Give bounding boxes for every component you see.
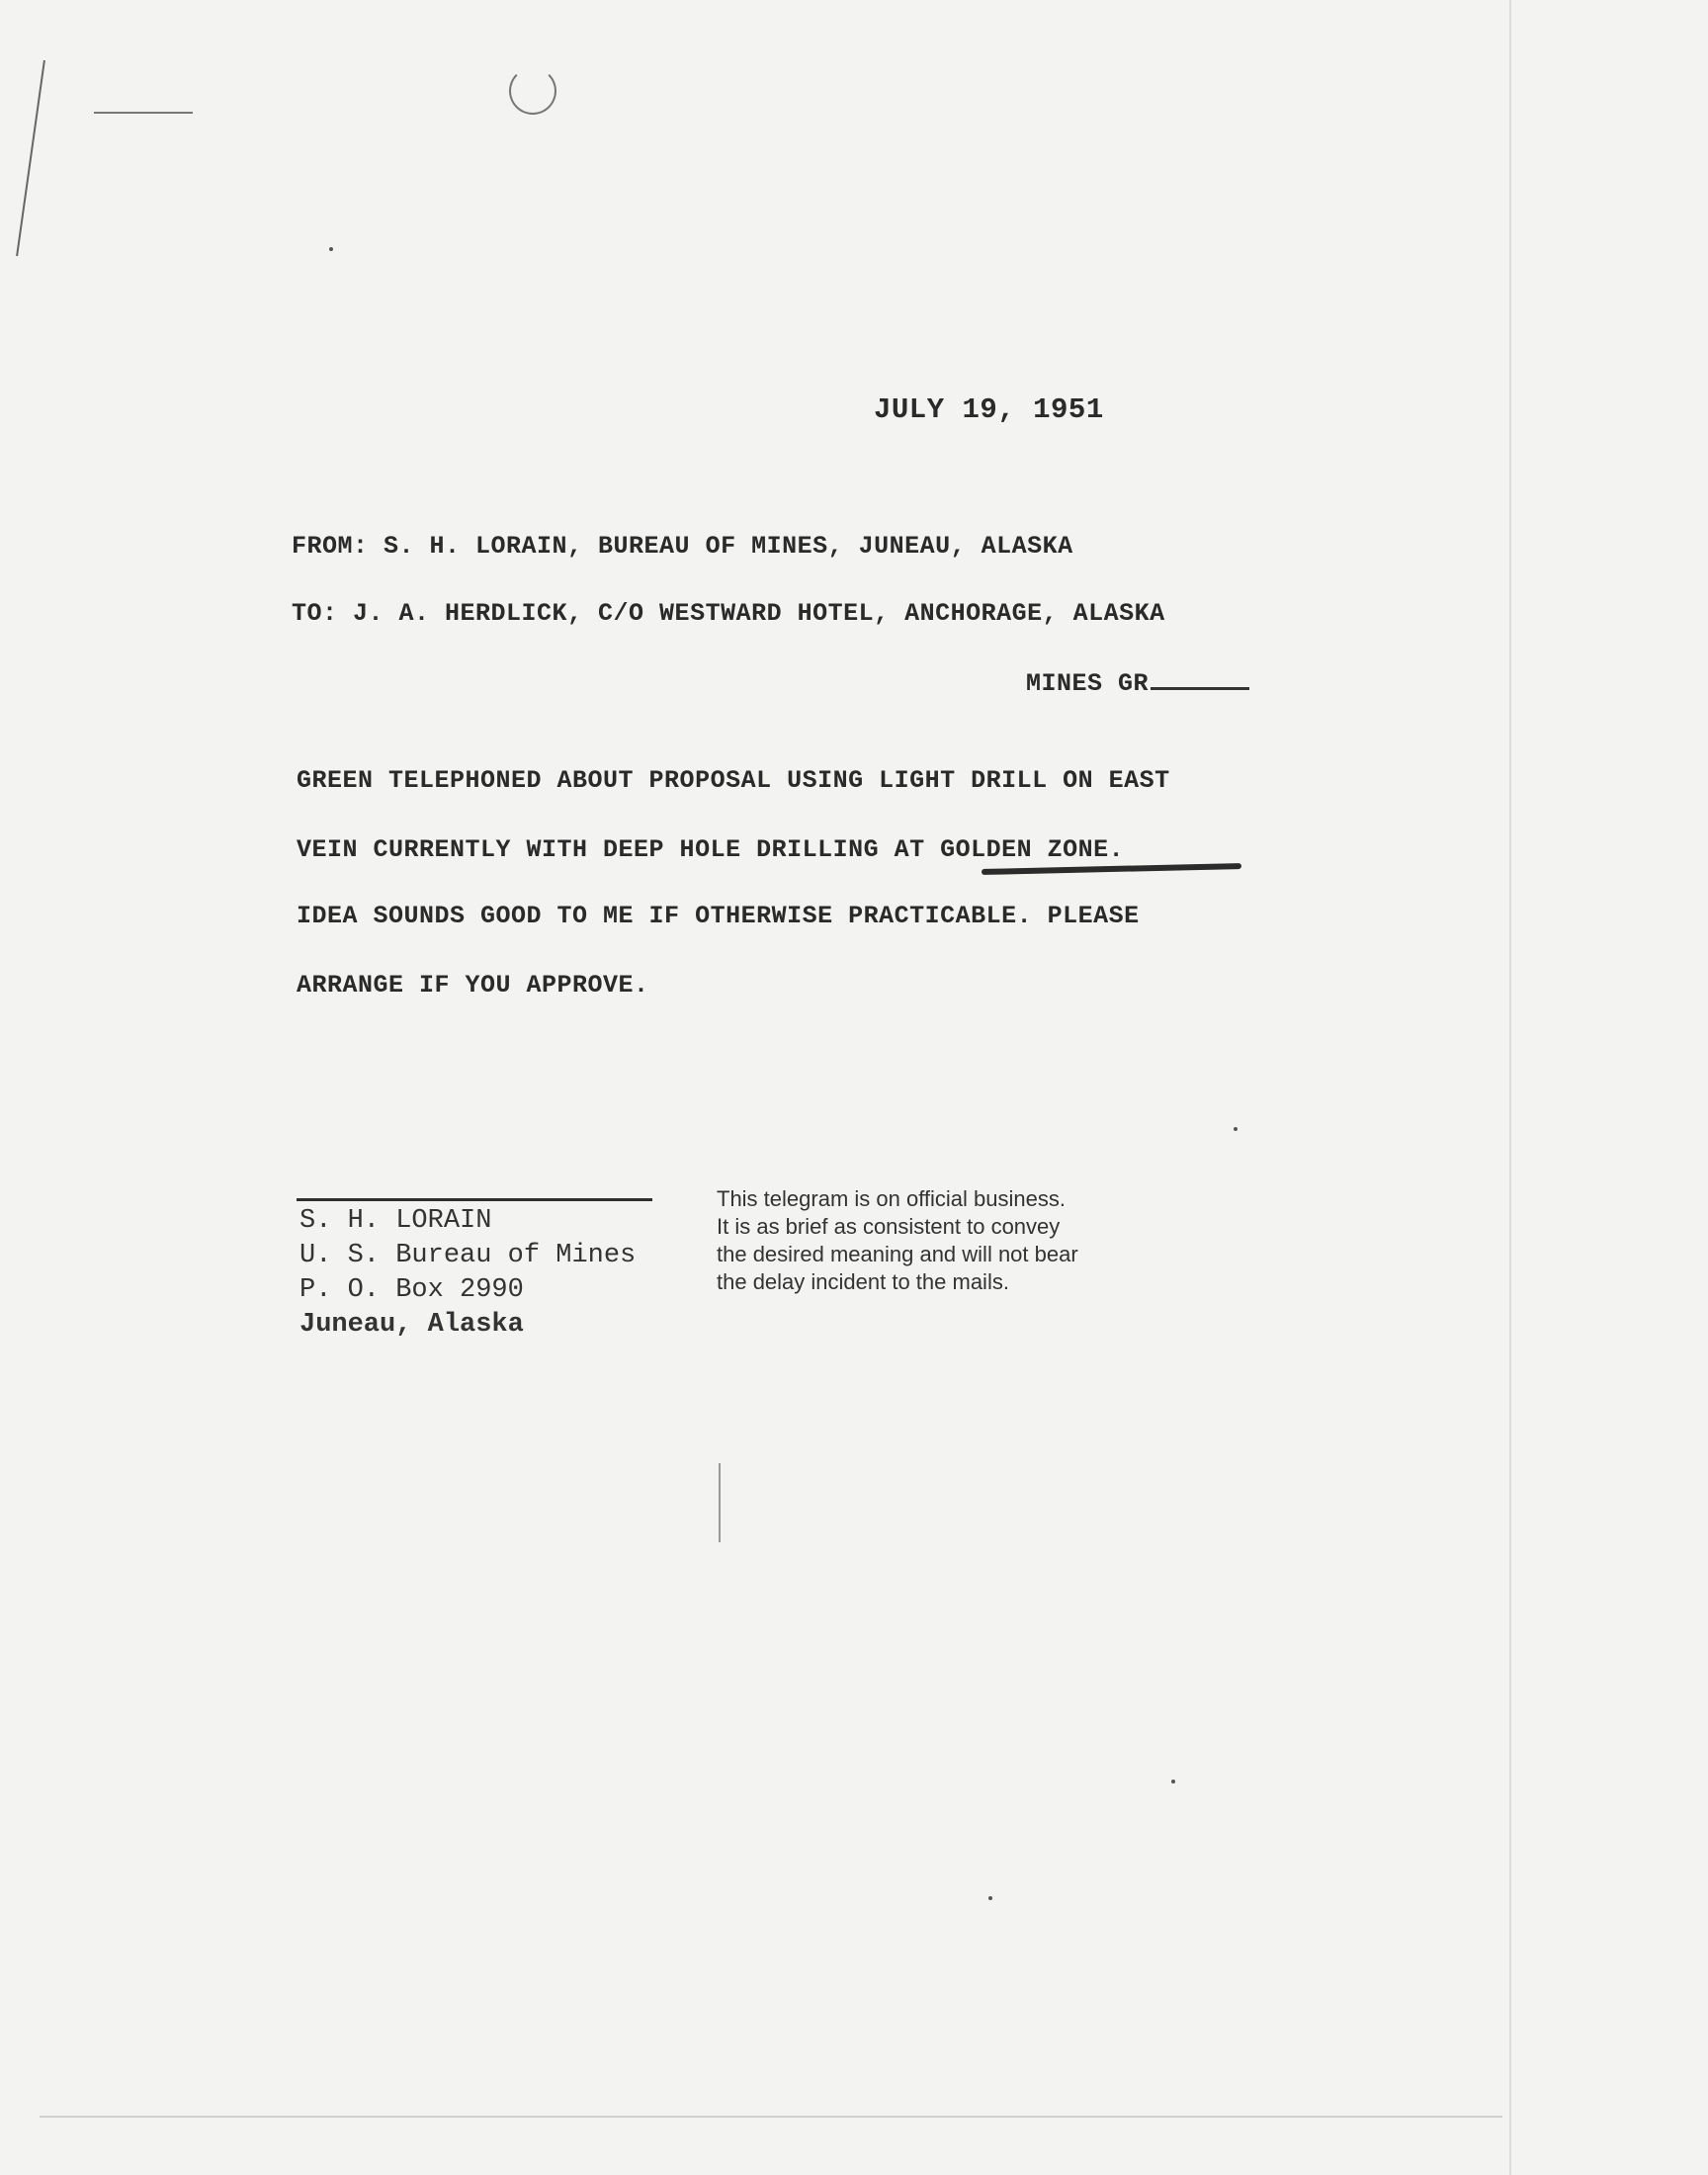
message-line: IDEA SOUNDS GOOD TO ME IF OTHERWISE PRACTICABLE. PLEASE — [297, 902, 1140, 930]
message-line: VEIN CURRENTLY WITH DEEP HOLE DRILLING AT GOLDEN ZONE. — [297, 835, 1125, 864]
margin-dash-mark — [94, 112, 193, 114]
telegram-date: JULY 19, 1951 — [874, 393, 1104, 426]
speck — [329, 247, 333, 251]
notice-line: This telegram is on official business. — [717, 1186, 1066, 1211]
sender-address-block — [299, 1204, 636, 1343]
reference-line — [1026, 663, 1249, 698]
scan-streak — [719, 1463, 721, 1542]
from-line: FROM: S. H. LORAIN, BUREAU OF MINES, JUNEAU, ALASKA — [292, 532, 1073, 561]
speck — [988, 1896, 992, 1900]
speck — [1234, 1127, 1238, 1131]
official-business-notice — [717, 1185, 1231, 1296]
margin-pen-mark — [16, 60, 45, 256]
page-edge-right — [1509, 0, 1511, 2175]
message-line: ARRANGE IF YOU APPROVE. — [297, 971, 649, 1000]
punch-hole-mark — [509, 67, 556, 115]
to-line: TO: J. A. HERDLICK, C/O WESTWARD HOTEL, ANCHORAGE, ALASKA — [292, 599, 1165, 628]
notice-line: the delay incident to the mails. — [717, 1269, 1009, 1294]
sender-po-box: P. O. Box 2990 — [299, 1275, 524, 1305]
speck — [1171, 1780, 1175, 1784]
reference-blank — [1151, 663, 1249, 690]
message-line: GREEN TELEPHONED ABOUT PROPOSAL USING LIGHT DRILL ON EAST — [297, 766, 1170, 795]
sender-agency: U. S. Bureau of Mines — [299, 1241, 637, 1270]
notice-line: It is as brief as consistent to convey — [717, 1214, 1061, 1239]
sender-name: S. H. LORAIN — [299, 1206, 492, 1236]
sender-city: Juneau, Alaska — [299, 1310, 524, 1340]
golden-zone-underline — [982, 863, 1241, 875]
signature-line — [297, 1198, 652, 1201]
reference-code: MINES GR — [1026, 669, 1150, 698]
notice-line: the desired meaning and will not bear — [717, 1242, 1078, 1266]
page-edge-bottom — [40, 2116, 1502, 2118]
